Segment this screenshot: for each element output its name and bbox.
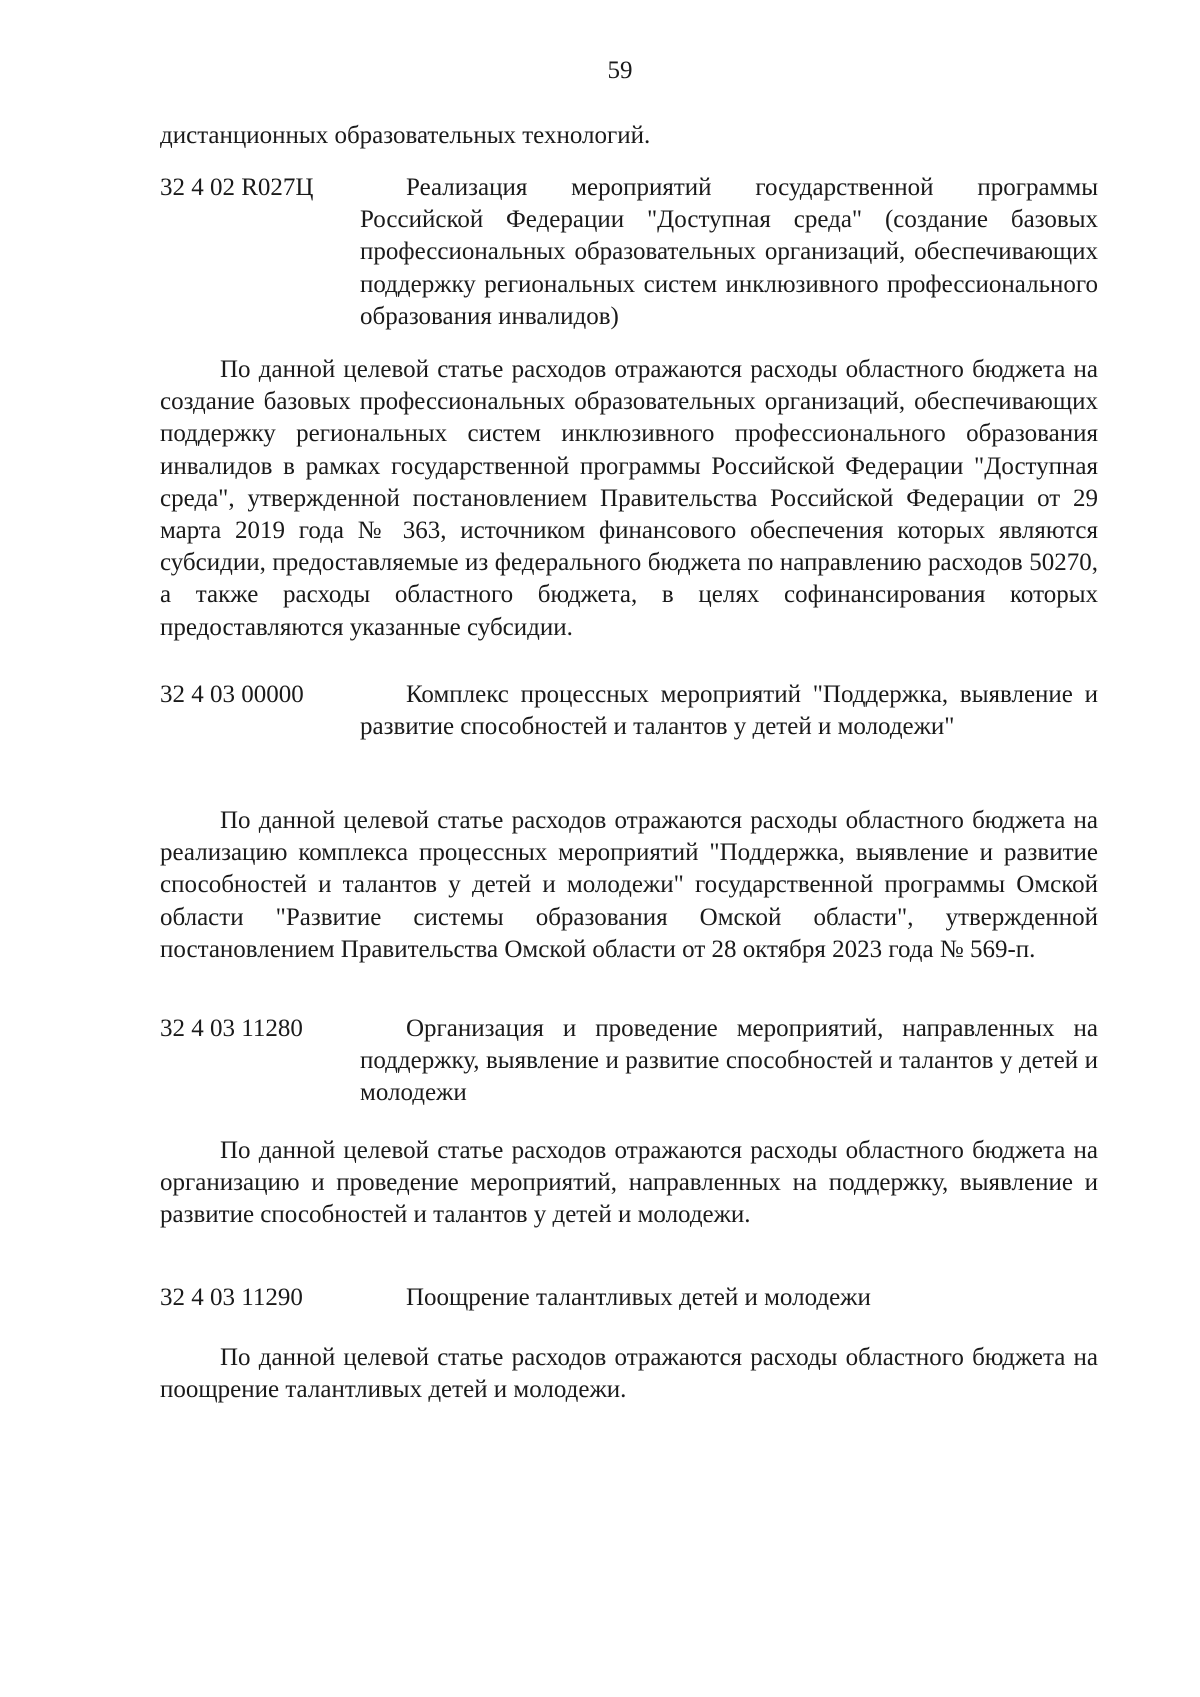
section-code: 32 4 03 11280 [160, 1015, 303, 1042]
section-description-block [160, 805, 1098, 966]
continuation-paragraph: дистанционных образовательных технологий. [160, 122, 651, 149]
section-code: 32 4 03 11290 [160, 1284, 303, 1311]
section-description-block [160, 1342, 1098, 1406]
section-description: По данной целевой статье расходов отражаются расходы областного бюджета на организацию и проведение мероприятий, направленных на поддержку, выявление и развитие способностей и талантов у детей и молодежи. [160, 1137, 1098, 1229]
section-title: Организация и проведение мероприятий, направленных на поддержку, выявление и развитие способностей и талантов у детей и молодежи [360, 1015, 1098, 1107]
section-description: По данной целевой статье расходов отражаются расходы областного бюджета на реализацию комплекса процессных мероприятий "Поддержка, выявление и развитие способностей и талантов у детей и молодежи" государственной программы Омской области "Развитие системы образования Омской области", утвержденной постановлением Правительства Омской области от 28 октября 2023 года № 569-п. [160, 807, 1098, 963]
section-code: 32 4 02 R027Ц [160, 174, 314, 201]
section-code: 32 4 03 00000 [160, 681, 304, 708]
section-description: По данной целевой статье расходов отражаются расходы областного бюджета на создание базовых профессиональных образовательных организаций, обеспечивающих поддержку региональных систем инклюзивного профессионального образования инвалидов в рамках государственной программы Российской Федерации "Доступная среда", утвержденной постановлением Правительства Российской Федерации от 29 марта 2019 года № 363, источником финансового обеспечения которых являются субсидии, предоставляемые из федерального бюджета по направлению расходов 50270, а также расходы областного бюджета, в целях софинансирования которых предоставляются указанные субсидии. [160, 356, 1098, 641]
section-description-block [160, 1135, 1098, 1232]
section-title: Поощрение талантливых детей и молодежи [406, 1284, 871, 1311]
page-number: 59 [607, 57, 633, 84]
section-title: Реализация мероприятий государственной программы Российской Федерации "Доступная среда" (создание базовых профессиональных образовательных организаций, обеспечивающих поддержку региональных систем инклюзивного профессионального образования инвалидов) [360, 174, 1098, 330]
continuation-text [160, 120, 1098, 152]
section-description: По данной целевой статье расходов отражаются расходы областного бюджета на поощрение талантливых детей и молодежи. [160, 1344, 1098, 1404]
section-description-block [160, 354, 1098, 644]
section-title: Комплекс процессных мероприятий "Поддержка, выявление и развитие способностей и талантов у детей и молодежи" [360, 681, 1098, 741]
